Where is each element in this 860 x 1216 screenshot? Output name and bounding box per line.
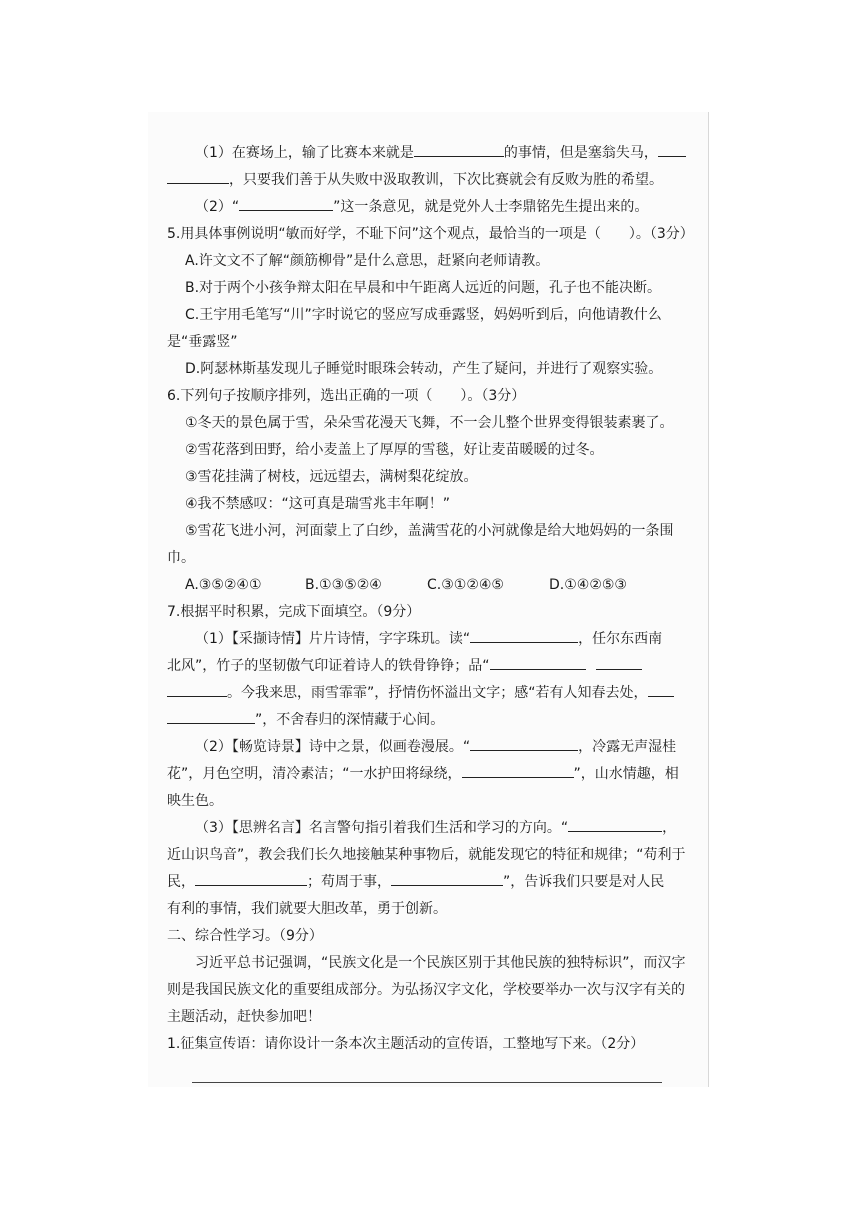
fill-blank[interactable] [195,869,307,886]
q6-option-c[interactable]: C.③①②④⑤ [427,577,504,593]
fill-blank[interactable] [167,167,229,184]
fill-blank[interactable] [239,194,333,211]
q7-p3-text-a: （3）【思辨名言】名言警句指引着我们生活和学习的方向。“ [195,820,569,836]
q6-sentence-4: ④我不禁感叹：“这可真是瑞雪兆丰年啊！” [185,496,451,512]
q5-option-d: D.阿瑟林斯基发现儿子睡觉时眼珠会转动，产生了疑问，并进行了观察实验。 [185,361,663,377]
fill-blank[interactable] [470,626,578,643]
q6-option-a[interactable]: A.③⑤②④① [185,577,262,593]
fill-blank[interactable] [167,680,227,697]
q7-stem: 7.根据平时积累，完成下面填空。（9分） [167,604,421,620]
q7-p3-text-e: ；苟周于事， [307,874,391,890]
fill-blank[interactable] [568,815,662,832]
q6-stem: 6.下列句子按顺序排列，选出正确的一项（ ）。（3分） [167,388,526,404]
q6-sentence-1: ①冬天的景色属于雪，朵朵雪花漫天飞舞，不一会儿整个世界变得银装素裹了。 [185,415,674,431]
q6-option-b[interactable]: B.①③⑤②④ [305,577,382,593]
q4-part1-line2 [167,167,667,194]
section2-q1: 1.征集宣传语：请你设计一条本次主题活动的宣传语，工整地写下来。（2分） [167,1036,645,1052]
q5-option-b: B.对于两个小孩争辩太阳在早晨和中午距离人远近的问题，孔子也不能决断。 [185,280,662,296]
q7-p2-text-c: 花”，月色空明，清冷素洁；“一水护田将绿绕， [167,766,462,782]
fill-blank[interactable] [462,761,574,778]
q6-sentence-2: ②雪花落到田野，给小麦盖上了厚厚的雪毯，好让麦苗暖暖的过冬。 [185,442,604,458]
q6-sentence-3: ③雪花挂满了树枝，远远望去，满树梨花绽放。 [185,469,478,485]
q7-p3-text-f: ”，告诉我们只要是对人民 [503,874,665,890]
fill-blank[interactable] [658,140,686,157]
q4-part2-text-b: ”这一条意见，就是党外人士李鼎铭先生提出来的。 [333,199,649,215]
q5-option-c-line2: 是“垂露竖” [167,334,238,350]
fill-blank[interactable] [391,869,503,886]
q7-p2-text-d: ”，山水情趣，相 [573,766,679,782]
fill-blank[interactable] [414,140,504,157]
q6-sentence-5-line2: 巾。 [167,550,195,566]
q7-p1-line2 [167,653,667,680]
q7-p1-text-d: 。今我来思，雨雪霏霏”，抒情伤怀溢出文字；感“若有人知春去处， [227,685,648,701]
exam-content [167,140,694,1058]
q6-options [167,572,667,599]
q5-option-c-line1: C.王宇用毛笔写“川”字时说它的竖应写成垂露竖，妈妈听到后，向他请教什么 [185,307,662,323]
q4-part2-line [167,194,667,221]
q4-part1-line1 [167,140,667,167]
q7-p1-text-e: ”，不舍春归的深情藏于心间。 [255,712,445,728]
q7-p1-text-a: （1）【采撷诗情】片片诗情，字字珠玑。读“ [195,631,471,647]
q7-p1-text-c: 北风”，竹子的坚韧傲气印证着诗人的铁骨铮铮；品“ [167,658,490,674]
q5-stem: 5.用具体事例说明“敏而好学，不耻下问”这个观点，最恰当的一项是（ ）。（3分） [167,226,694,242]
q7-p3-line2: 近山识鸟音”，教会我们长久地接触某种事物后，就能发现它的特征和规律；“苟利于 [167,847,686,863]
q4-part1-text-c: ，只要我们善于从失败中汲取教训，下次比赛就会有反败为胜的希望。 [229,172,663,188]
q7-p1-text-b: ，任尔东西南 [578,631,663,647]
fill-blank[interactable] [648,680,674,697]
q7-p3-text-b: ， [662,820,677,836]
fill-blank[interactable] [470,734,578,751]
q7-p3-line1 [167,815,677,842]
q7-p2-line3: 映生色。 [167,793,223,809]
q7-p1-line4 [167,707,667,734]
q4-part1-text-b: 的事情，但是塞翁失马， [503,145,658,161]
q7-p3-text-d: 民， [167,874,195,890]
section2-intro-line1: 习近平总书记强调，“民族文化是一个民族区别于其他民族的独特标识”，而汉字 [195,955,686,971]
fill-blank[interactable] [167,707,255,724]
q4-part2-text-a: （2）“ [195,199,240,215]
q6-option-d[interactable]: D.①④②⑤③ [549,577,627,593]
q7-p3-line3 [167,869,667,896]
q5-option-a: A.许文文不了解“颜筋柳骨”是什么意思，赶紧向老师请教。 [185,253,550,269]
section2-intro-line2: 则是我国民族文化的重要组成部分。为弘扬汉字文化，学校要举办一次与汉字有关的 [167,982,685,998]
q7-p1-line3 [167,680,667,707]
q7-p2-text-a: （2）【畅览诗景】诗中之景，似画卷漫展。“ [195,739,471,755]
q4-part1-text-a: （1）在赛场上，输了比赛本来就是 [195,145,414,161]
fill-blank[interactable] [596,653,642,670]
section2-intro-line3: 主题活动，赶快参加吧！ [167,1009,321,1025]
q7-p2-line1 [167,734,677,761]
q7-p3-line4: 有利的事情，我们就要大胆改革，勇于创新。 [167,901,447,917]
q7-p1-line1 [167,626,667,653]
section2-heading: 二、综合性学习。（9分） [167,928,323,944]
q7-p2-text-b: ，冷露无声湿桂 [578,739,677,755]
answer-writing-line[interactable] [192,1082,662,1083]
q7-p2-line2 [167,761,679,788]
fill-blank[interactable] [490,653,586,670]
q6-sentence-5-line1: ⑤雪花飞进小河，河面蒙上了白纱，盖满雪花的小河就像是给大地妈妈的一条围 [185,523,674,539]
